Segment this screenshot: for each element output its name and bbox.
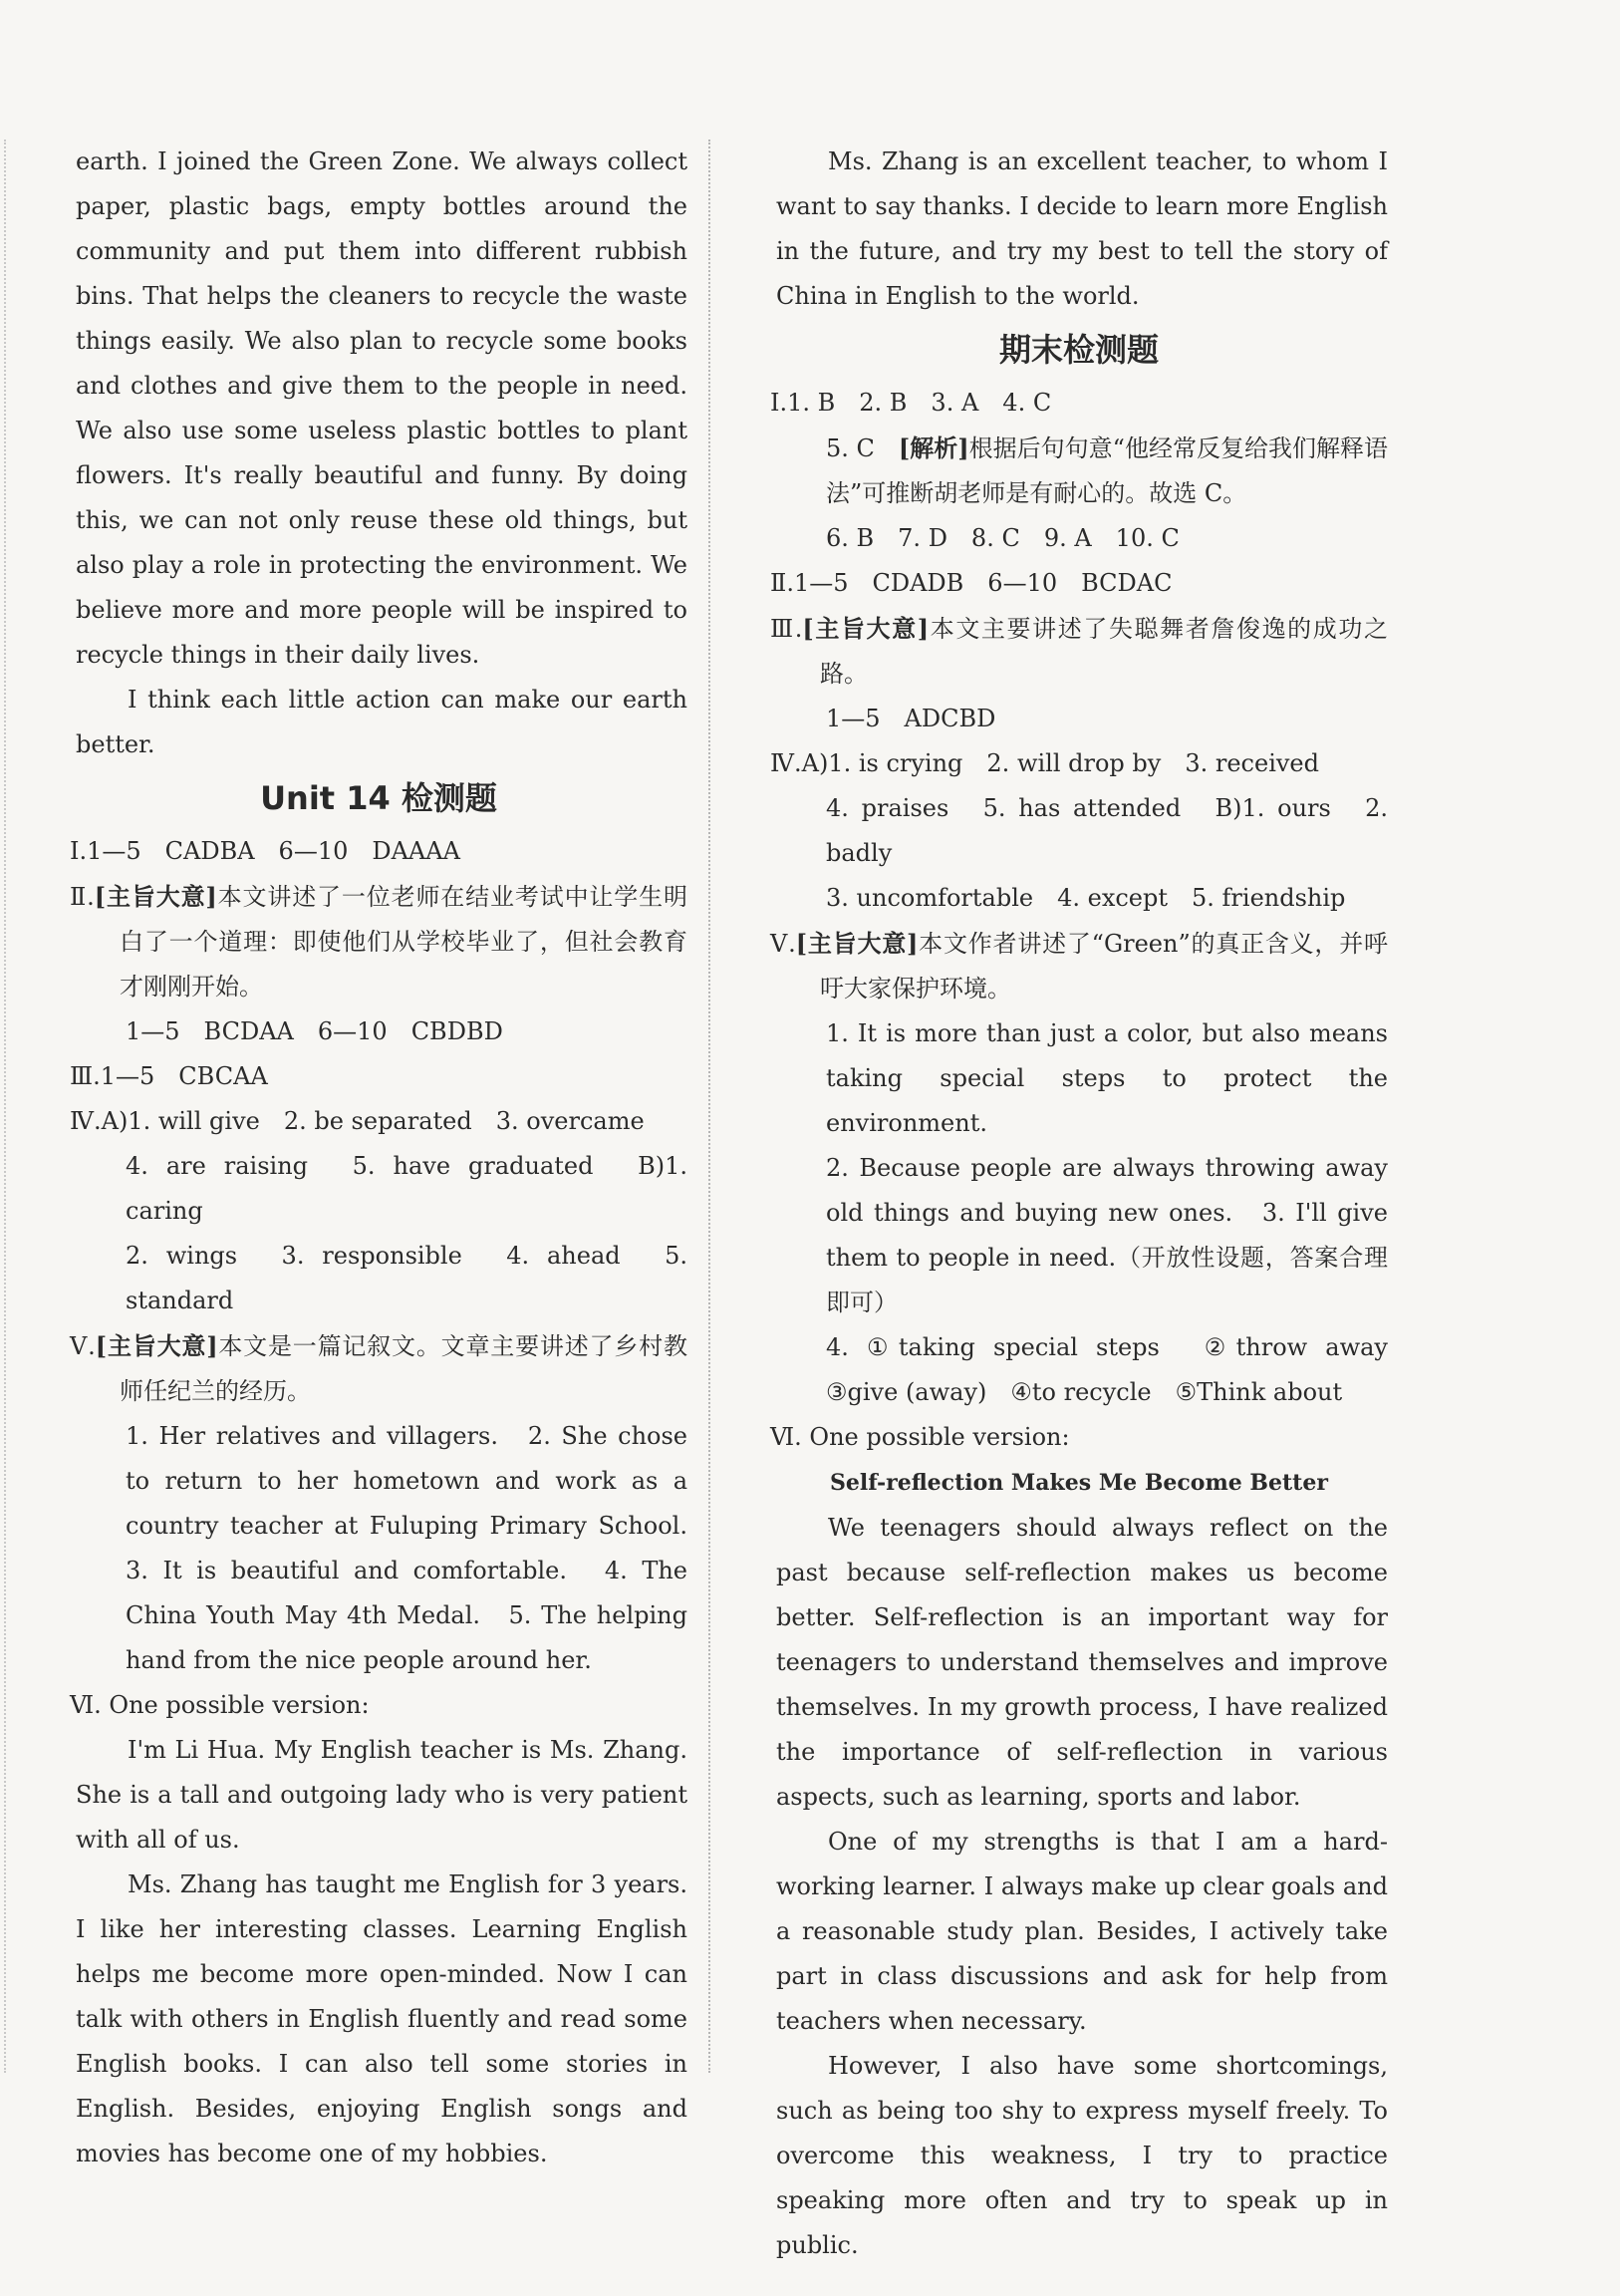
- final-section-3-summary: [770, 606, 1388, 697]
- section-3-answers: Ⅲ.1—5 CBCAA: [70, 1062, 268, 1090]
- main-idea-tag: [主旨大意]: [795, 929, 919, 958]
- final-section-3-answers: 1—5 ADCBD: [826, 705, 996, 732]
- section-4-line-2: 4. are raising 5. have graduated B)1. caring: [126, 1152, 687, 1225]
- main-idea-tag: [主旨大意]: [95, 1331, 218, 1360]
- section-2-answers: 1—5 BCDAA 6—10 CBDBD: [126, 1017, 503, 1045]
- section-5-answers: 1. Her relatives and villagers. 2. She chose to return to her hometown and work as a country teacher at Fuluping Primary School. 3. It is beautiful and comfortable. 4. The China Youth May 4th Medal. 5. The helping hand from the nice people around her.: [126, 1422, 711, 1674]
- section-5-num: Ⅴ.: [70, 1332, 96, 1360]
- final-section-5-num: Ⅴ.: [770, 930, 796, 958]
- section-2-summary: [70, 874, 687, 1009]
- essay-paragraph-3: Ms. Zhang is an excellent teacher, to whom I want to say thanks. I decide to learn more English in the future, and try my best to tell the story of China in English to the world.: [776, 147, 1388, 310]
- q5-answer: 5. C: [826, 434, 899, 462]
- essay-title: Self-reflection Makes Me Become Better: [830, 1470, 1328, 1496]
- left-column: [70, 140, 711, 2176]
- section-5-summary: [70, 1323, 687, 1414]
- final-section-3-num: Ⅲ.: [770, 615, 803, 643]
- analysis-text: 根据后句句意“他经常反复给我们解释语法”可推断胡老师是有耐心的。故选 C。: [826, 434, 1388, 507]
- final-section-4-line-1: Ⅳ.A)1. is crying 2. will drop by 3. received: [770, 749, 1319, 777]
- final-section-5-summary: [770, 921, 1388, 1011]
- section-5-text: 本文是一篇记叙文。文章主要讲述了乡村教师任纪兰的经历。: [120, 1332, 687, 1405]
- final-section-6-heading: Ⅵ. One possible version:: [770, 1423, 1070, 1451]
- section-2-text: 本文讲述了一位老师在结业考试中让学生明白了一个道理：即使他们从学校毕业了，但社会教育才刚刚开始。: [120, 883, 687, 1001]
- section-4-line-1: Ⅳ.A)1. will give 2. be separated 3. overcame: [70, 1107, 645, 1135]
- essay-paragraph-1: I'm Li Hua. My English teacher is Ms. Zhang. She is a tall and outgoing lady who is very patient with all of us.: [76, 1736, 687, 1854]
- main-idea-tag: [主旨大意]: [802, 614, 930, 643]
- essay-paragraph-2: Ms. Zhang has taught me English for 3 years. I like her interesting classes. Learning English helps me become more open-minded. Now I can talk with others in English fluently and read some English books. I can also tell some stories in English. Besides, enjoying English songs and movies has become one of my hobbies.: [76, 1870, 687, 2167]
- final-section-5-text: 本文作者讲述了“Green”的真正含义，并呼吁大家保护环境。: [820, 930, 1388, 1003]
- unit-14-title: Unit 14 检测题: [260, 779, 497, 817]
- final-section-3-text: 本文主要讲述了失聪舞者詹俊逸的成功之路。: [820, 615, 1388, 688]
- final-section-4-line-3: 3. uncomfortable 4. except 5. friendship: [826, 884, 1346, 912]
- section-2-num: Ⅱ.: [70, 883, 95, 911]
- reflection-paragraph-1: We teenagers should always reflect on the past because self-reflection makes us become better. Self-reflection is an important way for teenagers to understand themselves and improve themselves. In my growth process, I have realized the importance of self-reflection in various aspects, such as learning, sports and labor.: [776, 1514, 1388, 1811]
- right-column: [770, 140, 1412, 2268]
- page-edge-mark: [4, 140, 6, 2073]
- final-section-5-answer-3: 4. ①taking special steps ②throw away ③give (away) ④to recycle ⑤Think about: [826, 1333, 1412, 1406]
- final-exam-title: 期末检测题: [998, 331, 1159, 369]
- section-4-line-3: 2. wings 3. responsible 4. ahead 5. standard: [126, 1242, 687, 1314]
- main-idea-tag: [主旨大意]: [94, 882, 217, 911]
- section-1-answers: Ⅰ.1—5 CADBA 6—10 DAAAA: [70, 837, 460, 865]
- analysis-tag: [解析]: [898, 433, 969, 462]
- essay-closing: I think each little action can make our earth better.: [76, 686, 687, 758]
- reflection-paragraph-2: One of my strengths is that I am a hard-working learner. I always make up clear goals and a reasonable study plan. Besides, I actively take part in class discussions and ask for help from teachers when necessary.: [776, 1828, 1388, 2035]
- final-section-1-analysis: [770, 426, 1388, 516]
- section-6-heading: Ⅵ. One possible version:: [70, 1691, 370, 1719]
- final-section-1-c: 6. B 7. D 8. C 9. A 10. C: [826, 524, 1180, 552]
- column-divider: [708, 140, 710, 2073]
- final-section-5-answer-2: 2. Because people are always throwing away old things and buying new ones. 3. I'll give them to people in need.（开放性设题，答案合理即可）: [826, 1154, 1388, 1316]
- final-section-1-a: Ⅰ.1. B 2. B 3. A 4. C: [770, 389, 1052, 417]
- reflection-paragraph-3: However, I also have some shortcomings, such as being too shy to express myself freely. To overcome this weakness, I try to practice speaking more often and try to speak up in public.: [776, 2052, 1388, 2259]
- final-section-4-line-2: 4. praises 5. has attended B)1. ours 2. badly: [826, 794, 1388, 867]
- final-section-2: Ⅱ.1—5 CDADB 6—10 BCDAC: [770, 569, 1173, 597]
- essay-continuation: earth. I joined the Green Zone. We always collect paper, plastic bags, empty bottles around the community and put them into different rubbish bins. That helps the cleaners to recycle the waste things easily. We also plan to recycle some books and clothes and give them to the people in need. We also use some useless plastic bottles to plant flowers. It's really beautiful and funny. By doing this, we can not only reuse these old things, but also play a role in protecting the environment. We believe more and more people will be inspired to recycle things in their daily lives.: [76, 147, 687, 669]
- final-section-5-answer-1: 1. It is more than just a color, but also means taking special steps to protect the environment.: [826, 1019, 1388, 1137]
